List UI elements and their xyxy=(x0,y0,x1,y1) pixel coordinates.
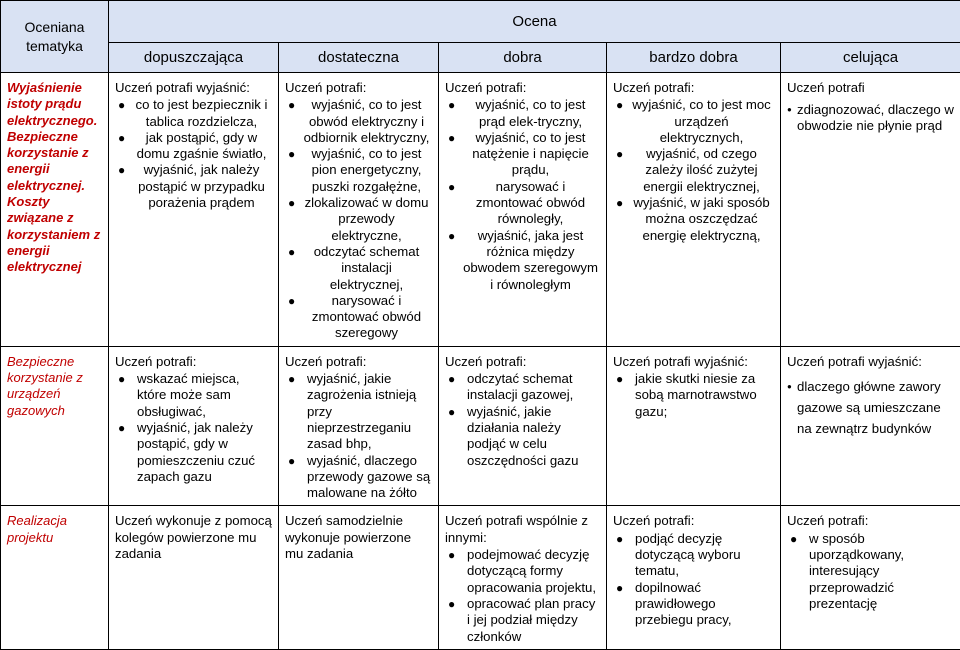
criteria-list xyxy=(445,547,600,645)
cell-intro: Uczeń potrafi: xyxy=(445,354,600,370)
bullet-icon: ● xyxy=(288,244,295,260)
list-item: ● wyjaśnić, jak należy postąpić, gdy w pomieszczeniu czuć zapach gazu xyxy=(115,420,272,485)
list-item: ● podjąć decyzję dotyczącą wyboru tematu, xyxy=(613,531,774,580)
criteria-list xyxy=(613,371,774,420)
criteria-list xyxy=(285,371,432,501)
list-item: ● odczytać schemat instalacji gazowej, xyxy=(445,371,600,404)
list-item: ● wyjaśnić, co to jest obwód elektryczny i odbiornik elektryczny, xyxy=(285,97,432,146)
list-item: ● narysować i zmontować obwód szeregowy xyxy=(285,293,432,342)
grade-cell xyxy=(607,73,781,347)
bullet-icon: ● xyxy=(118,97,125,113)
list-item: ● wyjaśnić, od czego zależy ilość zużytej energii elektrycznej, xyxy=(613,146,774,195)
grade-cell xyxy=(109,346,279,506)
bullet-icon: ● xyxy=(787,102,792,118)
list-item: ● wyjaśnić, co to jest moc urządzeń elektrycznych, xyxy=(613,97,774,146)
grade-cell xyxy=(279,346,439,506)
list-item: ● wyjaśnić, co to jest prąd elek-tryczny, xyxy=(445,97,600,130)
bullet-icon: ● xyxy=(118,371,125,387)
bullet-icon: ● xyxy=(448,404,455,420)
cell-intro: Uczeń potrafi: xyxy=(787,513,954,529)
cell-intro: Uczeń potrafi: xyxy=(613,80,774,96)
grade-cell xyxy=(607,346,781,506)
bullet-icon: ● xyxy=(448,228,455,244)
bullet-icon: ● xyxy=(448,130,455,146)
table-row xyxy=(1,346,960,506)
header-grade-group: Ocena xyxy=(109,1,960,43)
bullet-icon: ● xyxy=(790,531,797,547)
criteria-list xyxy=(285,97,432,341)
list-item: ● wyjaśnić, jaka jest różnica między obwodem szeregowym i równoległym xyxy=(445,228,600,293)
list-item: ● wyjaśnić, jak należy postąpić w przypadku porażenia prądem xyxy=(115,162,272,211)
bullet-icon: ● xyxy=(616,531,623,547)
bullet-icon: ● xyxy=(448,596,455,612)
grade-cell xyxy=(781,346,960,506)
bullet-icon: ● xyxy=(118,420,125,436)
grade-cell xyxy=(279,506,439,649)
list-item: ● podejmować decyzję dotyczącą formy opracowania projektu, xyxy=(445,547,600,596)
criteria-list xyxy=(613,97,774,244)
bullet-icon: ● xyxy=(448,179,455,195)
grade-cell xyxy=(279,73,439,347)
topic-cell: Realizacja projektu xyxy=(1,506,109,649)
cell-intro: Uczeń potrafi: xyxy=(285,354,432,370)
cell-intro: Uczeń potrafi: xyxy=(445,80,600,96)
bullet-icon: ● xyxy=(787,376,792,397)
header-grade: dobra xyxy=(439,43,607,73)
bullet-icon: ● xyxy=(288,146,295,162)
criteria-list xyxy=(115,371,272,485)
list-item: ● wyjaśnić, co to jest natężenie i napięcie prądu, xyxy=(445,130,600,179)
criteria-list xyxy=(787,102,954,134)
list-item: ● co to jest bezpiecznik i tablica rozdzielcza, xyxy=(115,97,272,130)
cell-intro: Uczeń potrafi wspólnie z innymi: xyxy=(445,513,600,546)
bullet-icon: ● xyxy=(448,371,455,387)
bullet-icon: ● xyxy=(616,580,623,596)
cell-intro: Uczeń samodzielnie wykonuje powierzone mu zadania xyxy=(285,513,432,562)
cell-intro: Uczeń wykonuje z pomocą kolegów powierzone mu zadania xyxy=(115,513,272,562)
header-row-1 xyxy=(1,1,960,43)
list-item: ● opracować plan pracy i jej podział między członków xyxy=(445,596,600,645)
bullet-icon: ● xyxy=(288,371,295,387)
bullet-icon: ● xyxy=(616,371,623,387)
grade-cell xyxy=(781,73,960,347)
list-item: ● dlaczego główne zawory gazowe są umieszczane na zewnątrz budynków xyxy=(787,376,954,439)
list-item: ● wyjaśnić, jakie działania należy podjąć w celu oszczędności gazu xyxy=(445,404,600,469)
list-item: ● odczytać schemat instalacji elektrycznej, xyxy=(285,244,432,293)
list-item: ● wskazać miejsca, które może sam obsługiwać, xyxy=(115,371,272,420)
list-item: ● wyjaśnić, co to jest pion energetyczny, puszki rozgałężne, xyxy=(285,146,432,195)
topic-cell: Wyjaśnienie istoty prądu elektrycznego. Bezpieczne korzystanie z energii elektrycznej. Koszty związane z korzystaniem z energii elektrycznej xyxy=(1,73,109,347)
bullet-icon: ● xyxy=(118,130,125,146)
bullet-icon: ● xyxy=(288,453,295,469)
grade-cell xyxy=(781,506,960,649)
list-item: ● wyjaśnić, w jaki sposób można oszczędzać energię elektryczną, xyxy=(613,195,774,244)
bullet-icon: ● xyxy=(288,293,295,309)
bullet-icon: ● xyxy=(616,195,623,211)
bullet-icon: ● xyxy=(288,195,295,211)
list-item: ● zlokalizować w domu przewody elektryczne, xyxy=(285,195,432,244)
header-row-2 xyxy=(1,43,960,73)
bullet-icon: ● xyxy=(616,146,623,162)
grade-cell xyxy=(109,506,279,649)
bullet-icon: ● xyxy=(448,547,455,563)
bullet-icon: ● xyxy=(118,162,125,178)
list-item: ● zdiagnozować, dlaczego w obwodzie nie płynie prąd xyxy=(787,102,954,134)
bullet-icon: ● xyxy=(448,97,455,113)
header-grade: celująca xyxy=(781,43,960,73)
cell-intro: Uczeń potrafi: xyxy=(613,513,774,529)
header-grade: dostateczna xyxy=(279,43,439,73)
cell-intro: Uczeń potrafi xyxy=(787,80,954,96)
grade-cell xyxy=(439,346,607,506)
criteria-list xyxy=(445,371,600,469)
bullet-icon: ● xyxy=(288,97,295,113)
cell-intro: Uczeń potrafi: xyxy=(115,354,272,370)
bullet-icon: ● xyxy=(616,97,623,113)
grade-cell xyxy=(439,73,607,347)
criteria-list xyxy=(613,531,774,629)
table-row xyxy=(1,73,960,347)
list-item: ● wyjaśnić, dlaczego przewody gazowe są malowane na żółto xyxy=(285,453,432,502)
list-item: ● w sposób uporządkowany, interesujący przeprowadzić prezentację xyxy=(787,531,954,612)
cell-intro: Uczeń potrafi wyjaśnić: xyxy=(115,80,272,96)
header-grade: bardzo dobra xyxy=(607,43,781,73)
cell-intro: Uczeń potrafi wyjaśnić: xyxy=(787,354,954,370)
list-item: ● jakie skutki niesie za sobą marnotrawstwo gazu; xyxy=(613,371,774,420)
grade-cell xyxy=(109,73,279,347)
cell-intro: Uczeń potrafi wyjaśnić: xyxy=(613,354,774,370)
criteria-list xyxy=(787,531,954,612)
criteria-list xyxy=(115,97,272,211)
list-item: ● jak postąpić, gdy w domu zgaśnie światło, xyxy=(115,130,272,163)
list-item: ● wyjaśnić, jakie zagrożenia istnieją przy nieprzestrzeganiu zasad bhp, xyxy=(285,371,432,452)
grade-cell xyxy=(439,506,607,649)
topic-cell: Bezpieczne korzystanie z urządzeń gazowych xyxy=(1,346,109,506)
list-item: ● dopilnować prawidłowego przebiegu pracy, xyxy=(613,580,774,629)
list-item: ● narysować i zmontować obwód równoległy, xyxy=(445,179,600,228)
cell-intro: Uczeń potrafi: xyxy=(285,80,432,96)
header-grade: dopuszczająca xyxy=(109,43,279,73)
header-topic: Oceniana tematyka xyxy=(1,1,109,73)
grade-cell xyxy=(607,506,781,649)
criteria-list xyxy=(787,376,954,439)
criteria-list xyxy=(445,97,600,293)
table-row xyxy=(1,506,960,649)
